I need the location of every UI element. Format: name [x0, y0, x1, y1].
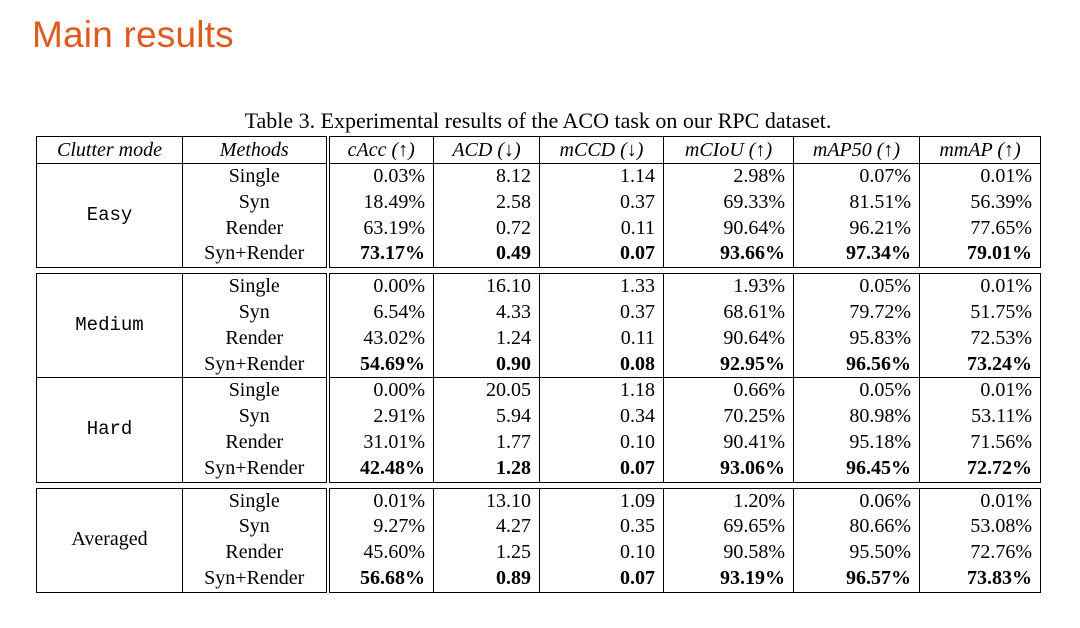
clutter-mode-cell: Averaged — [37, 488, 183, 592]
table-row — [37, 241, 1041, 267]
header-mccd: mCCD (↓) — [540, 137, 664, 164]
value-cell: 16.10 — [434, 274, 540, 300]
table-row — [37, 404, 1041, 430]
table-row — [37, 566, 1041, 592]
table-row — [37, 514, 1041, 540]
value-cell: 73.17% — [328, 241, 434, 267]
value-cell: 68.61% — [664, 300, 794, 326]
table-row — [37, 274, 1041, 300]
method-cell: Render — [183, 430, 328, 456]
value-cell: 80.66% — [794, 514, 920, 540]
value-cell: 0.01% — [920, 274, 1041, 300]
table-caption: Table 3. Experimental results of the ACO task on our RPC dataset. — [244, 108, 832, 133]
value-cell: 1.28 — [434, 456, 540, 482]
header-row — [37, 137, 1041, 164]
value-cell: 0.00% — [328, 378, 434, 404]
value-cell: 90.58% — [664, 540, 794, 566]
method-cell: Render — [183, 326, 328, 352]
value-cell: 1.18 — [540, 378, 664, 404]
slide-title: Main results — [32, 14, 234, 55]
value-cell: 31.01% — [328, 430, 434, 456]
table-row — [37, 540, 1041, 566]
method-cell: Single — [183, 488, 328, 514]
value-cell: 0.07% — [794, 164, 920, 190]
value-cell: 1.33 — [540, 274, 664, 300]
table-row — [37, 164, 1041, 190]
value-cell: 6.54% — [328, 300, 434, 326]
value-cell: 53.11% — [920, 404, 1041, 430]
method-cell: Syn — [183, 300, 328, 326]
method-cell: Syn+Render — [183, 566, 328, 592]
value-cell: 0.01% — [920, 488, 1041, 514]
value-cell: 96.21% — [794, 216, 920, 242]
value-cell: 4.27 — [434, 514, 540, 540]
table-row — [37, 326, 1041, 352]
value-cell: 0.66% — [664, 378, 794, 404]
method-cell: Syn — [183, 190, 328, 216]
value-cell: 0.49 — [434, 241, 540, 267]
value-cell: 0.03% — [328, 164, 434, 190]
value-cell: 54.69% — [328, 352, 434, 378]
value-cell: 95.18% — [794, 430, 920, 456]
value-cell: 56.39% — [920, 190, 1041, 216]
value-cell: 0.01% — [328, 488, 434, 514]
value-cell: 56.68% — [328, 566, 434, 592]
value-cell: 0.07 — [540, 566, 664, 592]
value-cell: 0.11 — [540, 326, 664, 352]
clutter-mode-cell: Easy — [37, 164, 183, 268]
clutter-mode-cell: Medium — [37, 274, 183, 378]
value-cell: 73.83% — [920, 566, 1041, 592]
value-cell: 1.09 — [540, 488, 664, 514]
value-cell: 0.90 — [434, 352, 540, 378]
value-cell: 90.41% — [664, 430, 794, 456]
value-cell: 1.25 — [434, 540, 540, 566]
value-cell: 1.24 — [434, 326, 540, 352]
header-map50: mAP50 (↑) — [794, 137, 920, 164]
value-cell: 20.05 — [434, 378, 540, 404]
value-cell: 97.34% — [794, 241, 920, 267]
value-cell: 0.01% — [920, 378, 1041, 404]
header-cacc: cAcc (↑) — [328, 137, 434, 164]
table-row — [37, 430, 1041, 456]
header-mciou: mCIoU (↑) — [664, 137, 794, 164]
method-cell: Render — [183, 216, 328, 242]
value-cell: 79.72% — [794, 300, 920, 326]
value-cell: 0.06% — [794, 488, 920, 514]
value-cell: 9.27% — [328, 514, 434, 540]
value-cell: 0.89 — [434, 566, 540, 592]
method-cell: Single — [183, 378, 328, 404]
value-cell: 0.05% — [794, 378, 920, 404]
table-row — [37, 190, 1041, 216]
value-cell: 0.08 — [540, 352, 664, 378]
method-cell: Syn+Render — [183, 352, 328, 378]
method-cell: Render — [183, 540, 328, 566]
value-cell: 0.07 — [540, 456, 664, 482]
value-cell: 18.49% — [328, 190, 434, 216]
value-cell: 2.58 — [434, 190, 540, 216]
value-cell: 72.76% — [920, 540, 1041, 566]
clutter-mode-cell: Hard — [37, 378, 183, 482]
value-cell: 0.05% — [794, 274, 920, 300]
header-clutter-mode: Clutter mode — [37, 137, 183, 164]
value-cell: 72.53% — [920, 326, 1041, 352]
header-methods: Methods — [183, 137, 328, 164]
value-cell: 72.72% — [920, 456, 1041, 482]
table-row — [37, 456, 1041, 482]
value-cell: 96.57% — [794, 566, 920, 592]
value-cell: 79.01% — [920, 241, 1041, 267]
value-cell: 1.77 — [434, 430, 540, 456]
value-cell: 2.98% — [664, 164, 794, 190]
value-cell: 4.33 — [434, 300, 540, 326]
value-cell: 1.14 — [540, 164, 664, 190]
value-cell: 93.19% — [664, 566, 794, 592]
value-cell: 69.33% — [664, 190, 794, 216]
value-cell: 0.11 — [540, 216, 664, 242]
value-cell: 0.07 — [540, 241, 664, 267]
value-cell: 80.98% — [794, 404, 920, 430]
method-cell: Syn+Render — [183, 241, 328, 267]
value-cell: 13.10 — [434, 488, 540, 514]
value-cell: 93.66% — [664, 241, 794, 267]
value-cell: 8.12 — [434, 164, 540, 190]
value-cell: 0.01% — [920, 164, 1041, 190]
value-cell: 0.72 — [434, 216, 540, 242]
table-row — [37, 352, 1041, 378]
method-cell: Single — [183, 274, 328, 300]
value-cell: 90.64% — [664, 216, 794, 242]
value-cell: 93.06% — [664, 456, 794, 482]
value-cell: 0.35 — [540, 514, 664, 540]
method-cell: Syn — [183, 514, 328, 540]
value-cell: 43.02% — [328, 326, 434, 352]
value-cell: 70.25% — [664, 404, 794, 430]
table-row — [37, 300, 1041, 326]
value-cell: 0.34 — [540, 404, 664, 430]
method-cell: Syn — [183, 404, 328, 430]
value-cell: 95.50% — [794, 540, 920, 566]
value-cell: 0.10 — [540, 430, 664, 456]
value-cell: 96.45% — [794, 456, 920, 482]
value-cell: 53.08% — [920, 514, 1041, 540]
value-cell: 0.37 — [540, 300, 664, 326]
value-cell: 71.56% — [920, 430, 1041, 456]
table-row — [37, 488, 1041, 514]
value-cell: 51.75% — [920, 300, 1041, 326]
value-cell: 0.10 — [540, 540, 664, 566]
value-cell: 77.65% — [920, 216, 1041, 242]
header-mmap: mmAP (↑) — [920, 137, 1041, 164]
value-cell: 1.20% — [664, 488, 794, 514]
value-cell: 0.37 — [540, 190, 664, 216]
value-cell: 1.93% — [664, 274, 794, 300]
table-body — [37, 164, 1041, 593]
value-cell: 2.91% — [328, 404, 434, 430]
value-cell: 63.19% — [328, 216, 434, 242]
value-cell: 73.24% — [920, 352, 1041, 378]
value-cell: 69.65% — [664, 514, 794, 540]
value-cell: 92.95% — [664, 352, 794, 378]
value-cell: 96.56% — [794, 352, 920, 378]
results-table — [36, 136, 1041, 593]
value-cell: 81.51% — [794, 190, 920, 216]
table-row — [37, 378, 1041, 404]
method-cell: Syn+Render — [183, 456, 328, 482]
value-cell: 0.00% — [328, 274, 434, 300]
value-cell: 95.83% — [794, 326, 920, 352]
method-cell: Single — [183, 164, 328, 190]
value-cell: 45.60% — [328, 540, 434, 566]
table-row — [37, 216, 1041, 242]
header-acd: ACD (↓) — [434, 137, 540, 164]
value-cell: 5.94 — [434, 404, 540, 430]
value-cell: 90.64% — [664, 326, 794, 352]
value-cell: 42.48% — [328, 456, 434, 482]
